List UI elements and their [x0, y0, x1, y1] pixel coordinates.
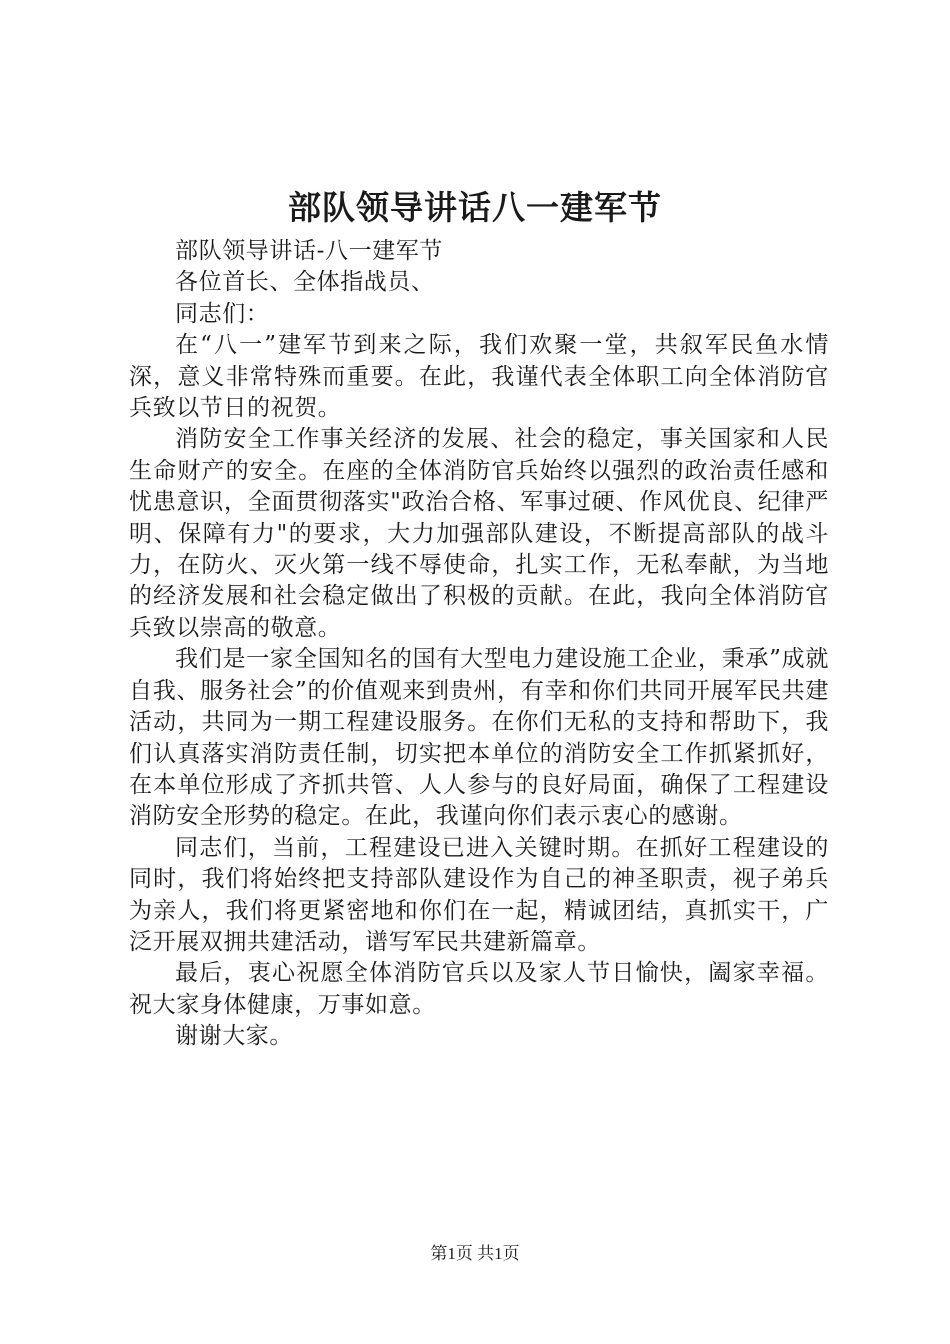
paragraph-closing: 谢谢大家。: [175, 1023, 293, 1050]
paragraph-salutation-2: 同志们：: [175, 300, 270, 327]
page-number: 第1页 共1页: [430, 1244, 520, 1263]
paragraph: 我们是一家全国知名的国有大型电力建设施工企业，秉承”成就自我、服务社会”的价值观来到贵州，有幸和你们共同开展军民共建活动，共同为一期工程建设服务。在你们无私的支持和帮助下，我们认真落实消防责任制，切实把本单位的消防安全工作抓紧抓好，在本单位形成了齐抓共管、人人参与的良好局面，确保了工程建设消防安全形势的稳定。在此，我谨向你们表示衷心的感谢。: [129, 646, 829, 830]
paragraph: 消防安全工作事关经济的发展、社会的稳定，事关国家和人民生命财产的安全。在座的全体消防官兵始终以强烈的政治责任感和忧患意识，全面贯彻落实"政治合格、军事过硬、作风优良、纪律严明、保障有力"的要求，大力加强部队建设，不断提高部队的战斗力，在防火、灭火第一线不辱使命，扎实工作，无私奉献，为当地的经济发展和社会稳定做出了积极的贡献。在此，我向全体消防官兵致以崇高的敬意。: [129, 426, 829, 641]
paragraph: 在“八一”建军节到来之际，我们欢聚一堂，共叙军民鱼水情深，意义非常特殊而重要。在此，我谨代表全体职工向全体消防官兵致以节日的祝贺。: [129, 332, 829, 422]
document-title: 部队领导讲话八一建军节: [288, 188, 662, 227]
paragraph: 同志们，当前，工程建设已进入关键时期。在抓好工程建设的同时，我们将始终把支持部队建设作为自己的神圣职责，视子弟兵为亲人，我们将更紧密地和你们在一起，精诚团结，真抓实干，广泛开展双拥共建活动，谱写军民共建新篇章。: [129, 834, 829, 955]
paragraph-subtitle: 部队领导讲话-八一建军节: [175, 238, 443, 264]
document-body: [129, 236, 829, 1053]
paragraph: 最后，衷心祝愿全体消防官兵以及家人节日愉快，阖家幸福。祝大家身体健康，万事如意。: [129, 960, 829, 1018]
paragraph-salutation: 各位首长、全体指战员、: [175, 269, 435, 296]
